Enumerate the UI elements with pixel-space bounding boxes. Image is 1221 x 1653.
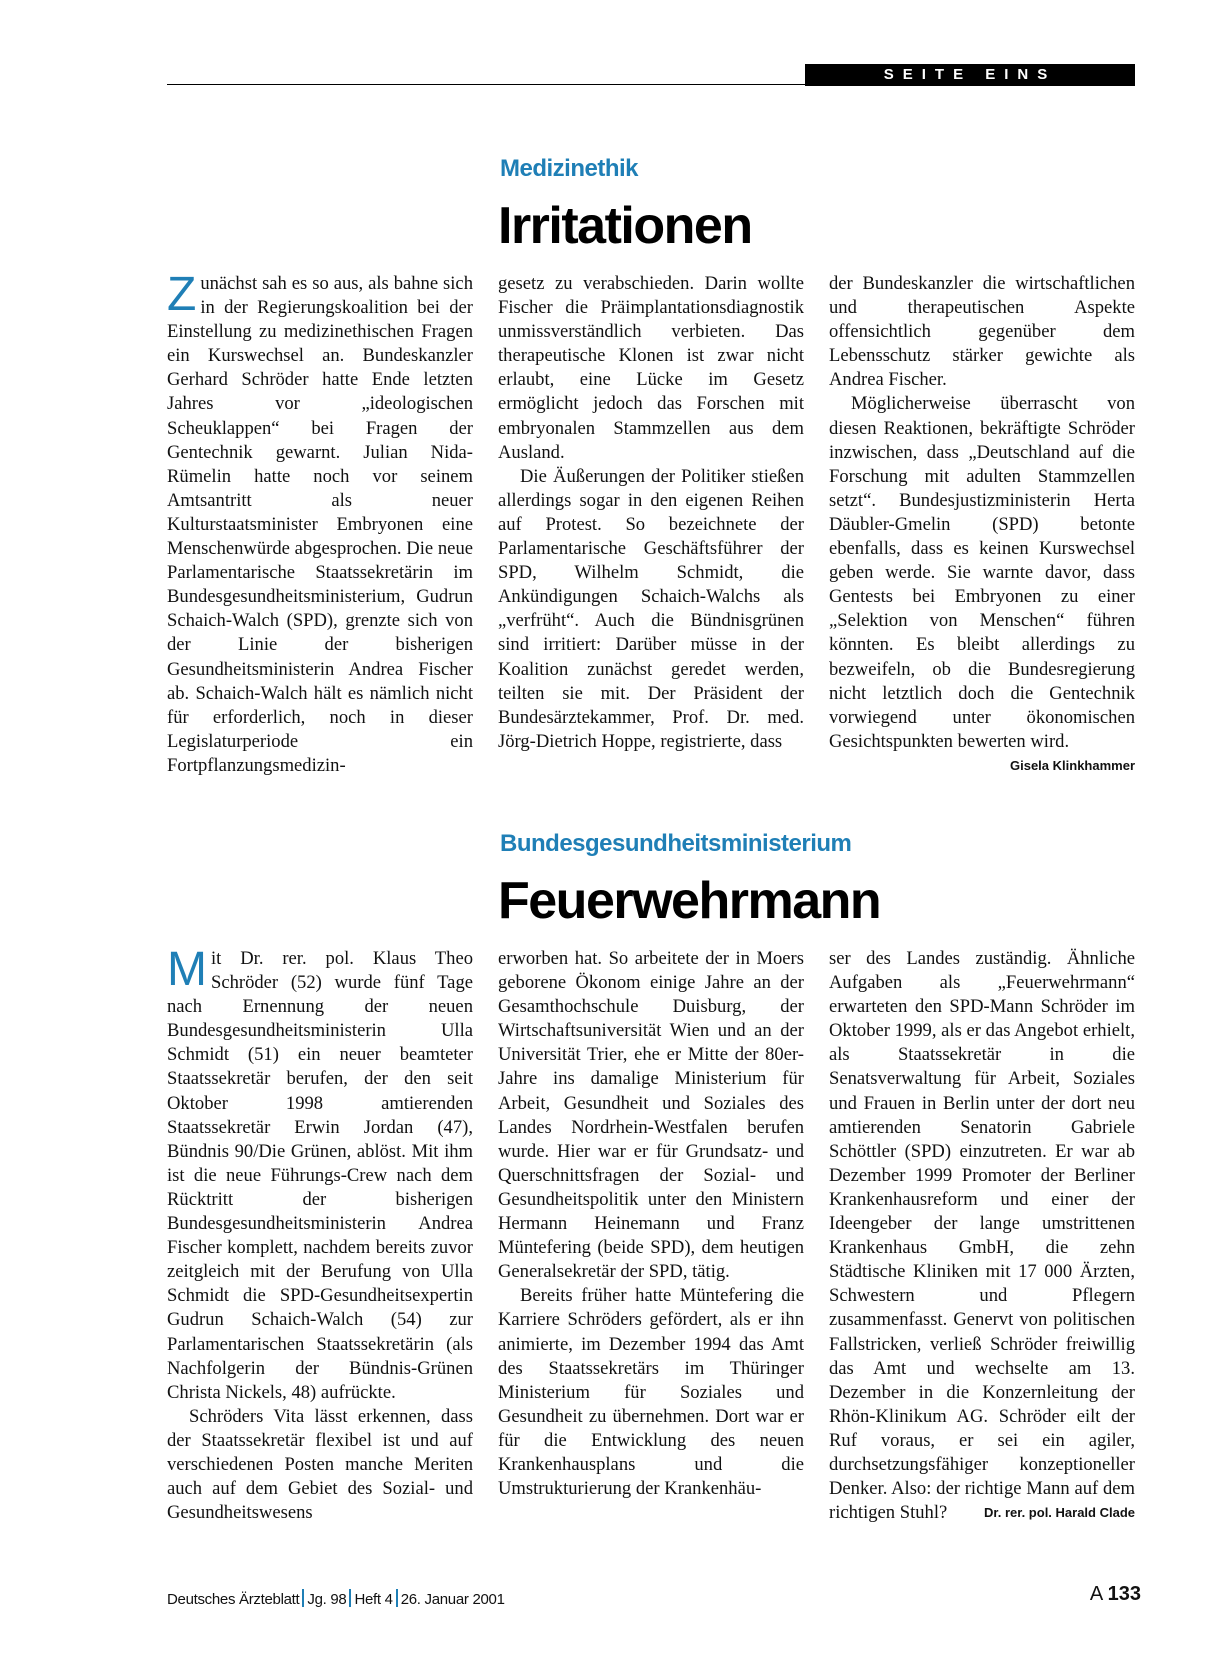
date: 26. Januar 2001 [400,1591,505,1608]
paragraph: gesetz zu verabschieden. Darin wollte Fischer die Präimplantationsdiagnostik unmissverständlich verbieten. Das therapeutische Klonen ist zwar nicht erlaubt, eine Lücke im Gesetz ermöglicht jedoch das Forschen mit embryonalen Stammzellen aus dem Ausland. [498,273,804,463]
journal-name: Deutsches Ärzteblatt [167,1591,300,1608]
volume: Jg. 98 [307,1591,347,1608]
article1-column-2 [498,272,804,754]
author-byline: Gisela Klinkhammer [1010,757,1135,773]
paragraph: Schröders Vita lässt erkennen, dass der Staatssekretär flexibel ist und auf verschiedenen Posten manche Meriten auch auf dem Gebiet des Sozial- und Gesundheitswesens [167,1405,473,1524]
drop-cap: Z [167,268,197,321]
footer-separator [302,1589,304,1607]
paragraph: Zunächst sah es so aus, als bahne sich in der Regierungskoalition bei der Einstellung zu medizinethischen Fragen ein Kurswechsel an. Bundeskanzler Gerhard Schröder hatte Ende letzten Jahres vor „ideologischen Scheuklappen“ bei Fragen der Gentechnik gewarnt. Julian Nida-Rümelin hatte noch vor seinem Amtsantritt als neuer Kulturstaatsminister Embryonen eine Menschenwürde abgesprochen. Die neue Parlamentarische Staatssekretärin im Bundesgesundheitsministerium, Gudrun Schaich-Walch (SPD), grenzte sich von der Linie der bisherigen Gesundheitsministerin Andrea Fischer ab. Schaich-Walch hält es nämlich nicht für erforderlich, noch in dieser Legislaturperiode ein Fortpflanzungsmedizin- [167,268,473,776]
page-number [1090,1583,1141,1606]
paragraph: Möglicherweise überrascht von diesen Reaktionen, bekräftigte Schröder inzwischen, dass „Deutschland auf die Forschung mit adulten Stammzellen setzt“. Bundesjustizministerin Herta Däubler-Gmelin (SPD) betonte ebenfalls, dass es keinen Kurswechsel geben werde. Sie warnte davor, dass Gentests bei Embryonen zu einer „Selektion von Menschen“ führen könnten. Es bleibt allerdings zu bezweifeln, ob die Bundesregierung nicht letztlich doch die Gentechnik vorwiegend unter ökonomischen Gesichtspunkten bewerten wird. Gisela Klinkhammer [829,392,1135,753]
paragraph: Bereits früher hatte Müntefering die Karriere Schröders gefördert, als er ihn animierte, im Dezember 1994 das Amt des Staatssekretärs im Thüringer Ministerium für Soziales und Gesundheit zu übernehmen. Dort war er für die Entwicklung des neuen Krankenhausplans und die Umstrukturierung der Krankenhäu- [498,1285,804,1500]
article1-kicker: Medizinethik [500,155,639,182]
article2-column-3 [829,947,1135,1525]
paragraph: ser des Landes zuständig. Ähnliche Aufgaben als „Feuerwehrmann“ erwarteten den SPD-Mann Schröder im Oktober 1999, als er das Angebot erhielt, als Staatssekretär in die Senatsverwaltung für Arbeit, Soziales und Frauen in Berlin unter der dort neu amtierenden Senatorin Gabriele Schöttler (SPD) einzutreten. Er war ab Dezember 1999 Promoter der Berliner Krankenhausreform und einer der Ideengeber der lange umstrittenen Krankenhaus GmbH, die zehn Städtische Kliniken mit 17 000 Ärzten, Schwestern und Pflegern zusammenfasst. Genervt von politischen Fallstricken, verließ Schröder freiwillig das Amt und wechselte am 13. Dezember in die Konzernleitung der Rhön-Klinikum AG. Schröder eilt der Ruf voraus, er sei ein agiler, durchsetzungsfähiger konzeptioneller Denker. Also: der richtige Mann auf dem richtigen Stuhl? Dr. rer. pol. Harald Clade [829,947,1135,1525]
paragraph: erworben hat. So arbeitete der in Moers geborene Ökonom einige Jahre an der Gesamthochschule Duisburg, der Wirtschaftsuniversität Wien und an der Universität Trier, ehe er Mitte der 80er-Jahre ins damalige Ministerium für Arbeit, Gesundheit und Soziales des Landes Nordrhein-Westfalen berufen wurde. Hier war er für Grundsatz- und Querschnittsfragen der Sozial- und Gesundheitspolitik unter den Ministern Hermann Heinemann und Franz Müntefering (beide SPD), dem heutigen Generalsekretär der SPD, tätig. [498,948,804,1283]
issue: Heft 4 [354,1591,393,1608]
paragraph: der Bundeskanzler die wirtschaftlichen und therapeutischen Aspekte offensichtlich gegenüber dem Lebensschutz stärker gewichte als Andrea Fischer. [829,273,1135,391]
article2-column-1 [167,943,473,1525]
page-number-value: 133 [1107,1583,1141,1605]
section-label: SEITE EINS [805,64,1135,86]
article2-headline: Feuerwehrmann [498,872,881,930]
article1-headline: Irritationen [498,197,752,255]
article2-column-2 [498,947,804,1501]
author-byline: Dr. rer. pol. Harald Clade [984,1505,1135,1521]
article2-kicker: Bundesgesundheitsministerium [500,830,852,857]
paragraph: Mit Dr. rer. pol. Klaus Theo Schröder (52) wurde fünf Tage nach Ernennung der neuen Bundesgesundheitsministerin Ulla Schmidt (51) ein neuer beamteter Staatssekretär berufen, der den seit Oktober 1998 amtierenden Staatssekretär Erwin Jordan (47), Bündnis 90/Die Grünen, ablöst. Mit ihm ist die neue Führungs-Crew nach dem Rücktritt der bisherigen Bundesgesundheitsministerin Andrea Fischer komplett, nachdem bereits zuvor zeitgleich mit der Berufung von Ulla Schmidt die SPD-Gesundheitsexpertin Gudrun Schaich-Walch (54) zur Parlamentarischen Staatssekretärin (als Nachfolgerin der Bündnis-Grünen Christa Nickels, 48) aufrückte. [167,943,473,1403]
paragraph: Die Äußerungen der Politiker stießen allerdings sogar in den eigenen Reihen auf Protest. So bezeichnete der Parlamentarische Geschäftsführer der SPD, Wilhelm Schmidt, die Ankündigungen Schaich-Walchs als „verfrüht“. Auch die Bündnisgrünen sind irritiert: Darüber müsse in der Koalition zunächst geredet werden, teilten sie mit. Der Präsident der Bundesärztekammer, Prof. Dr. med. Jörg-Dietrich Hoppe, registrierte, dass [498,465,804,752]
footer-separator [396,1589,398,1607]
footer-separator [349,1589,351,1607]
article1-column-3 [829,272,1135,778]
article1-column-1 [167,268,473,778]
drop-cap: M [167,943,207,996]
page-prefix: A [1089,1583,1103,1605]
footer-citation [167,1589,505,1608]
